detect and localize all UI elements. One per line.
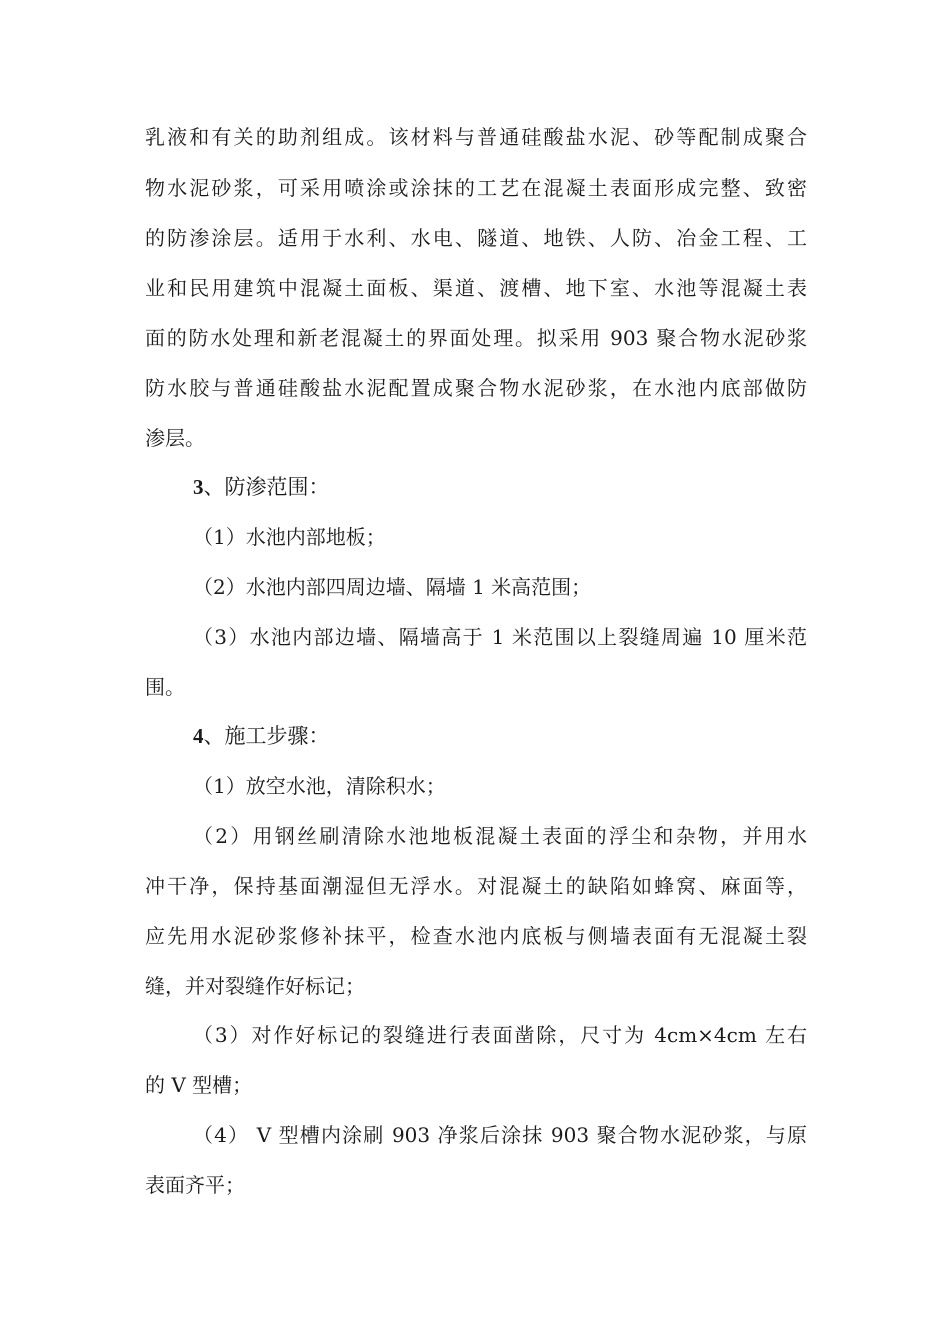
section-4-number: 4: [193, 724, 204, 748]
section-4-item: 冲干净，保持基面潮湿但无浮水。对混凝土的缺陷如蜂窝、麻面等，: [145, 874, 807, 898]
section-4-item: 表面齐平；: [145, 1173, 245, 1197]
intro-line: 业和民用建筑中混凝土面板、渠道、渡槽、地下室、水池等混凝土表: [145, 276, 807, 300]
section-3-item: （1）水池内部地板；: [193, 525, 386, 549]
section-4-item: （4） V 型槽内涂刷 903 净浆后涂抹 903 聚合物水泥砂浆，与原: [193, 1123, 807, 1147]
section-3-number: 3: [193, 475, 204, 499]
section-4-item: 的 V 型槽；: [145, 1073, 253, 1097]
section-4-item: （3）对作好标记的裂缝进行表面凿除，尺寸为 4cm×4cm 左右: [193, 1023, 807, 1047]
intro-line: 乳液和有关的助剂组成。该材料与普通硅酸盐水泥、砂等配制成聚合: [145, 125, 807, 149]
section-4-heading: [193, 722, 330, 750]
intro-line: 物水泥砂浆，可采用喷涂或涂抹的工艺在混凝土表面形成完整、致密: [145, 176, 807, 200]
intro-line: 渗层。: [145, 426, 205, 450]
section-4-title: 、施工步骤：: [203, 724, 330, 748]
section-3-item: 围。: [145, 675, 185, 699]
section-3-title: 、防渗范围：: [203, 475, 330, 499]
section-3-item: （3）水池内部边墙、隔墙高于 1 米范围以上裂缝周遍 10 厘米范: [193, 625, 807, 649]
section-3-item: （2）水池内部四周边墙、隔墙 1 米高范围；: [193, 575, 592, 599]
section-4-item: （2）用钢丝刷清除水池地板混凝土表面的浮尘和杂物，并用水: [193, 824, 807, 848]
section-4-item: 应先用水泥砂浆修补抹平，检查水池内底板与侧墙表面有无混凝土裂: [145, 924, 807, 948]
section-3-heading: [193, 473, 330, 501]
intro-line: 面的防水处理和新老混凝土的界面处理。拟采用 903 聚合物水泥砂浆: [145, 326, 807, 350]
intro-line: 防水胶与普通硅酸盐水泥配置成聚合物水泥砂浆，在水池内底部做防: [145, 376, 807, 400]
intro-line: 的防渗涂层。适用于水利、水电、隧道、地铁、人防、冶金工程、工: [145, 226, 807, 250]
section-4-item: 缝，并对裂缝作好标记；: [145, 974, 365, 998]
section-4-item: （1）放空水池，清除积水；: [193, 774, 446, 798]
